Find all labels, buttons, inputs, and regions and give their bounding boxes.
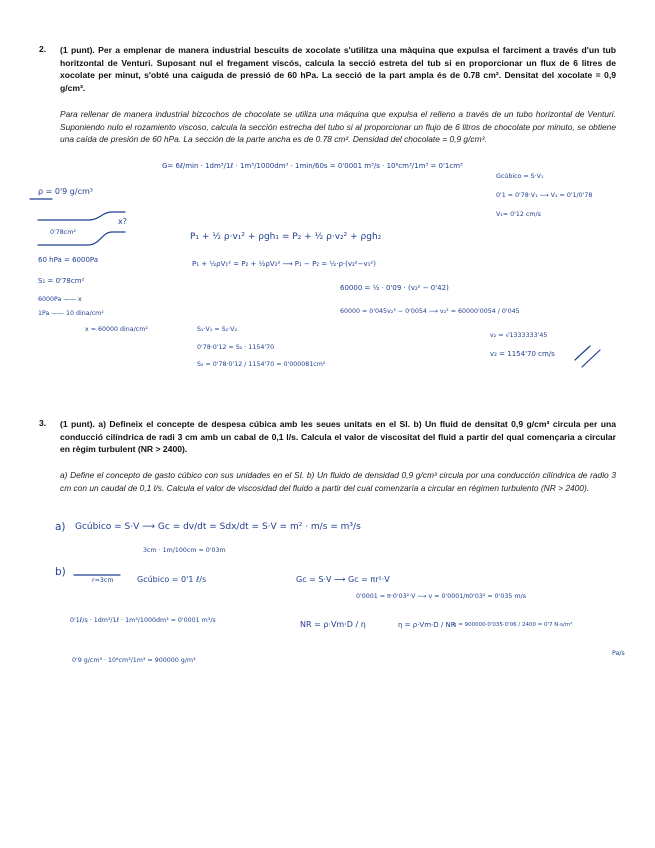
question-3-number: 3.	[39, 418, 47, 428]
hw-pressure-conversion: 60 hPa = 6000Pa	[38, 256, 99, 264]
hw-viscosity-formula: η = ρ·Vm·D / NR	[398, 621, 456, 629]
hw-viscosity-result: η = 900000·0'035·0'06 / 2400 = 0'7 N·s/m²	[453, 622, 573, 628]
hw-s1: S₁ = 0'78cm²	[38, 277, 85, 285]
hw-part-b-conversion-1: 0'1ℓ/s · 1dm³/1ℓ · 1m³/1000dm³ = 0'0001 m³/s	[70, 617, 216, 624]
question-2-number: 2.	[39, 44, 47, 54]
question-2-catalan-text: (1 punt). Per a emplenar de manera industrial bescuits de xocolate s'utilitza una màquina que expulsa el farciment a través d'un tub horitzontal de Venturi. Suposant nul el fregament viscós, calcula la secció estreta del tub si en proporcionar un flux de 6 litres de xocolate per minut, s'obté una caiguda de pressió de 60 hPa. La secció de la part ampla és de 0.78 cm². Densitat del xocolate = 0,9 g/cm³.	[60, 45, 616, 93]
hw-bernoulli-1: P₁ + ½ ρ·v₁² + ρgh₁ = P₂ + ½ ρ·v₂² + ρgh₂	[190, 232, 382, 242]
hw-part-b-gc: Gc = S·V ⟶ Gc = πr²·V	[296, 575, 390, 584]
hw-part-a-equation: Gcúbico = S·V ⟶ Gc = dv/dt = Sdx/dt = S·V = m² · m/s = m³/s	[75, 522, 361, 532]
hw-bernoulli-4: 60000 = 0'045v₂² − 0'0054 ⟶ v₂² = 60000'0054 / 0'045	[340, 308, 520, 315]
hw-reynolds: NR = ρ·Vm·D / η	[300, 620, 366, 629]
hw-part-b-velocity: 0'0001 = π·0'03²·V ⟶ v = 0'0001/π0'03² = 0'035 m/s	[356, 593, 526, 600]
hw-part-b-flow: Gcúbico = 0'1 ℓ/s	[137, 575, 207, 584]
hw-bernoulli-6: v₂ = 1154'70 cm/s	[490, 350, 555, 358]
hw-radius: r=3cm	[92, 577, 114, 584]
hw-rule-line-2: 1Pa —— 10 dina/cm²	[38, 310, 104, 317]
hw-continuity-1: S₁·V₁ = S₂·V₂	[197, 326, 237, 333]
hw-bernoulli-2: P₁ + ½ρV₁² = P₂ + ½ρV₂² ⟶ P₁ − P₂ = ½·ρ·(v₂²−v₁²)	[192, 260, 376, 268]
hw-part-b-label: b)	[55, 566, 66, 578]
question-3-catalan-text: (1 punt). a) Defineix el concepte de despesa cúbica amb les seues unitats en el SI. b) Un fluid de densitat 0,9 g/cm³ circula per una conducció cilíndrica de radi 3 cm amb un cabal de 0,1 l/s. Calcula el valor de viscositat del fluid a partir del qual començaria a circular en règim turbulent (NR > 2400).	[60, 419, 616, 454]
hw-part-a-conversion: 3cm · 1m/100cm = 0'03m	[143, 547, 226, 554]
hw-flow-conversion: G= 6ℓ/min · 1dm³/1ℓ · 1m³/1000dm³ · 1min/60s = 0'0001 m³/s · 10⁶cm³/1m³ = 0'1cm³	[162, 162, 463, 170]
hw-part-a-label: a)	[55, 521, 66, 533]
question-2-spanish-text: Para rellenar de manera industrial bizcochos de chocolate se utiliza una máquina que expulsa el relleno a través de un tubo horizontal de Venturi. Suponiendo nulo el rozamiento viscoso, calcula la sección estrecha del tubo si al proporcionar un flujo de 6 litros de chocolate por minuto, se obtiene una caída de presión de 60 hPa. La sección de la parte ancha es de 0.78 cm². Densidad del chocolate = 0,9 g/cm³.	[60, 109, 616, 144]
hw-unknown-x: x?	[118, 217, 127, 226]
hw-bernoulli-5: v₂ = √1333333'45	[490, 332, 548, 339]
hw-flow-eq-3: V₁= 0'12 cm/s	[496, 211, 541, 218]
hw-viscosity-unit: Pa/s	[612, 650, 625, 657]
hw-rule-line-1: 6000Pa —— x	[38, 296, 82, 303]
hw-wide-section: 0'78cm²	[50, 229, 76, 236]
hw-rule-line-3: x = 60000 dina/cm²	[85, 326, 148, 333]
question-3-spanish-text: a) Define el concepto de gasto cúbico con sus unidades en el SI. b) Un fluido de densidad 0,9 g/cm³ circula por una conducción cilíndrica de radio 3 cm con un caudal de 0,1 l/s. Calcula el valor de viscosidad del fluido a partir del cual comenzaría a circular en régimen turbulento (NR > 2400).	[60, 470, 616, 493]
hw-rho: ρ = 0'9 g/cm³	[38, 187, 93, 196]
hw-bernoulli-3: 60000 = ½ · 0'09 · (v₂² − 0'42)	[340, 284, 449, 292]
hw-continuity-3: S₂ = 0'78·0'12 / 1154'70 = 0'000081cm²	[197, 361, 326, 368]
hw-flow-eq-1: Gcúbico = S·V₁	[496, 173, 544, 180]
hw-continuity-2: 0'78·0'12 = S₂ · 1154'70	[197, 344, 275, 351]
hw-part-b-conversion-2: 0'9 g/cm³ · 10⁶cm³/1m³ = 900000 g/m³	[72, 657, 196, 664]
hw-flow-eq-2: 0'1 = 0'78·V₁ ⟶ V₁ = 0'1/0'78	[496, 192, 593, 199]
